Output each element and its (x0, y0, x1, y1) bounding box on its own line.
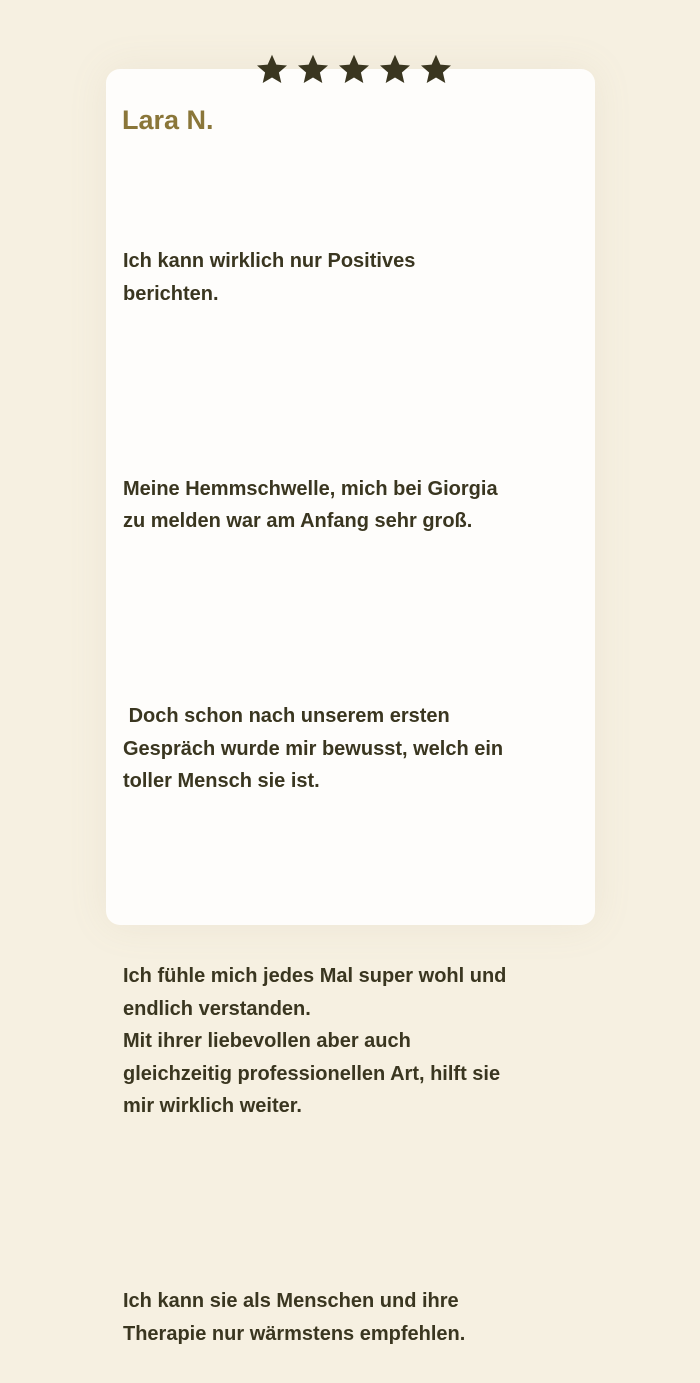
star-icon (377, 52, 413, 88)
review-paragraph: Ich kann wirklich nur Positives berichten. (123, 250, 416, 305)
review-paragraph: Doch schon nach unserem ersten Gespräch wurde mir bewusst, welch ein toller Mensch sie ist. (123, 705, 504, 792)
review-paragraph: Ich kann sie als Menschen und ihre Therapie nur wärmstens empfehlen. (123, 1290, 466, 1345)
review-paragraph: Ich fühle mich jedes Mal super wohl und endlich verstanden. Mit ihrer liebevollen aber auch gleichzeitig professionellen Art, hilft sie mir wirklich weiter. (123, 965, 507, 1117)
star-icon (418, 52, 454, 88)
star-icon (336, 52, 372, 88)
star-rating (254, 50, 454, 90)
reviewer-name: Lara N. (122, 105, 214, 135)
star-icon (254, 52, 290, 88)
paragraph-spacer (123, 375, 578, 408)
star-icon (295, 52, 331, 88)
review-paragraph: Meine Hemmschwelle, mich bei Giorgia zu melden war am Anfang sehr groß. (123, 477, 498, 532)
paragraph-spacer (123, 1188, 578, 1221)
review-text (123, 180, 578, 1383)
paragraph-spacer (123, 863, 578, 896)
paragraph-spacer (123, 603, 578, 636)
